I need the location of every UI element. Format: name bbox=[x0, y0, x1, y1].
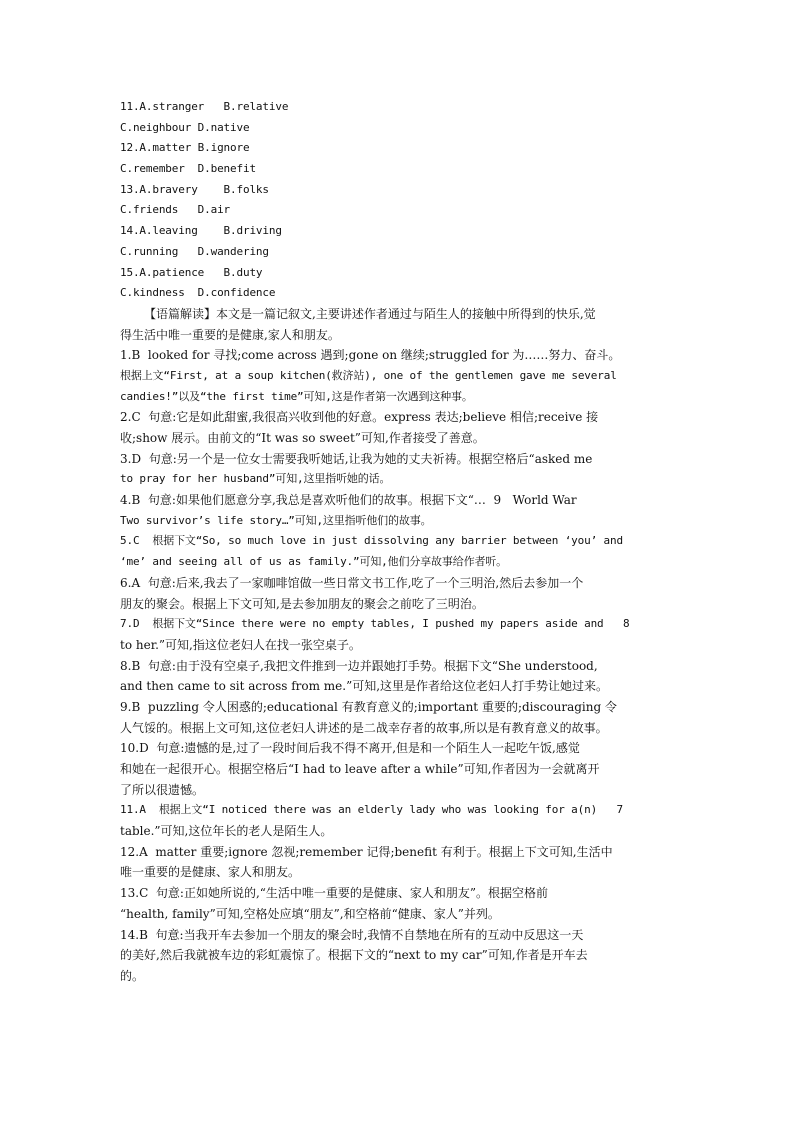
answer-line: Two survivor’s life story…”可知,这里指听他们的故事。 bbox=[120, 513, 432, 527]
answer-line: 6.A 句意:后来,我去了一家咖啡馆做一些日常文书工作,吃了一个三明治,然后去参加一个 bbox=[120, 575, 584, 590]
answer-line: ‘me’ and seeing all of us as family.”可知,他们分享故事给作者听。 bbox=[120, 555, 508, 569]
answer-line: “health, family”可知,空格处应填“朋友”,和空格前“健康、家人”并列。 bbox=[120, 906, 500, 921]
option-line-15a: 15.A.patience B.duty bbox=[120, 265, 263, 279]
answer-line: 唯一重要的是健康、家人和朋友。 bbox=[120, 865, 301, 880]
answer-line: 1.B looked for 寻找;come across 遇到;gone on 继续;struggled for 为……努力、奋斗。 bbox=[120, 348, 621, 363]
option-line-14a: 14.A.leaving B.driving bbox=[120, 224, 282, 238]
answer-line: to pray for her husband”可知,这里指听她的话。 bbox=[120, 472, 391, 486]
answer-line: 5.C 根据下文“So, so much love in just dissolving any barrier between ‘you’ and bbox=[120, 534, 623, 548]
option-line-15c: C.kindness D.confidence bbox=[120, 286, 276, 300]
answer-line: and then came to sit across from me.”可知,这里是作者给这位老妇人打手势让她过来。 bbox=[120, 679, 609, 694]
answer-line: 朋友的聚会。根据上下文可知,是去参加朋友的聚会之前吃了三明治。 bbox=[120, 596, 484, 611]
answer-line: 2.C 句意:它是如此甜蜜,我很高兴收到他的好意。express 表达;believe 相信;receive 接 bbox=[120, 410, 599, 425]
answer-line: 的美好,然后我就被车边的彩虹震惊了。根据下文的“next to my car”可知,作者是开车去 bbox=[120, 948, 588, 963]
answer-line: 11.A 根据上文“I noticed there was an elderly lady who was looking for a(n) 7 bbox=[120, 803, 623, 817]
passage-summary-line: 得生活中唯一重要的是健康,家人和朋友。 bbox=[120, 327, 340, 342]
option-line-13c: C.friends D.air bbox=[120, 203, 231, 217]
option-line-11a: 11.A.stranger B.relative bbox=[120, 100, 289, 113]
document-body bbox=[120, 97, 680, 987]
answer-line: 8.B 句意:由于没有空桌子,我把文件推到一边并跟她打手势。根据下文“She understood, bbox=[120, 658, 598, 673]
answer-line: 人气馁的。根据上文可知,这位老妇人讲述的是二战幸存者的故事,所以是有教育意义的故事。 bbox=[120, 720, 608, 735]
option-line-13a: 13.A.bravery B.folks bbox=[120, 182, 269, 196]
passage-summary-line: 【语篇解读】本文是一篇记叙文,主要讲述作者通过与陌生人的接触中所得到的快乐,觉 bbox=[144, 306, 596, 321]
answer-line: 10.D 句意:遗憾的是,过了一段时间后我不得不离开,但是和一个陌生人一起吃午饭,感觉 bbox=[120, 741, 580, 756]
answer-line: 14.B 句意:当我开车去参加一个朋友的聚会时,我情不自禁地在所有的互动中反思这一天 bbox=[120, 927, 584, 942]
answer-line: 9.B puzzling 令人困惑的;educational 有教育意义的;important 重要的;discouraging 令 bbox=[120, 699, 617, 714]
answer-line: table.”可知,这位年长的老人是陌生人。 bbox=[120, 824, 333, 839]
answer-line: 12.A matter 重要;ignore 忽视;remember 记得;benefit 有利于。根据上下文可知,生活中 bbox=[120, 844, 613, 859]
answer-line: 7.D 根据下文“Since there were no empty tables, I pushed my papers aside and 8 bbox=[120, 617, 630, 631]
answer-line: 3.D 句意:另一个是一位女士需要我听她话,让我为她的丈夫祈祷。根据空格后“asked me bbox=[120, 451, 593, 466]
option-line-12a: 12.A.matter B.ignore bbox=[120, 141, 250, 155]
option-line-11c: C.neighbour D.native bbox=[120, 120, 250, 134]
answer-line: 的。 bbox=[120, 968, 145, 983]
answer-line: 了所以很遗憾。 bbox=[120, 782, 205, 797]
answer-line: 和她在一起很开心。根据空格后“I had to leave after a while”可知,作者因为一会就离开 bbox=[120, 762, 600, 776]
answer-line: 4.B 句意:如果他们愿意分享,我总是喜欢听他们的故事。根据下文“… 9 World War bbox=[120, 493, 577, 508]
answer-line: candies!”以及“the first time”可知,这是作者第一次遇到这种事。 bbox=[120, 389, 473, 403]
option-line-14c: C.running D.wandering bbox=[120, 244, 269, 258]
answer-line: 13.C 句意:正如她所说的,“生活中唯一重要的是健康、家人和朋友”。根据空格前 bbox=[120, 886, 549, 901]
answer-line: 收;show 展示。由前文的“It was so sweet”可知,作者接受了善意。 bbox=[120, 431, 485, 445]
answer-line: to her.”可知,指这位老妇人在找一张空桌子。 bbox=[120, 637, 361, 652]
answer-line: 根据上文“First, at a soup kitchen(救济站), one of the gentlemen gave me several bbox=[120, 368, 617, 382]
option-line-12c: C.remember D.benefit bbox=[120, 162, 256, 176]
